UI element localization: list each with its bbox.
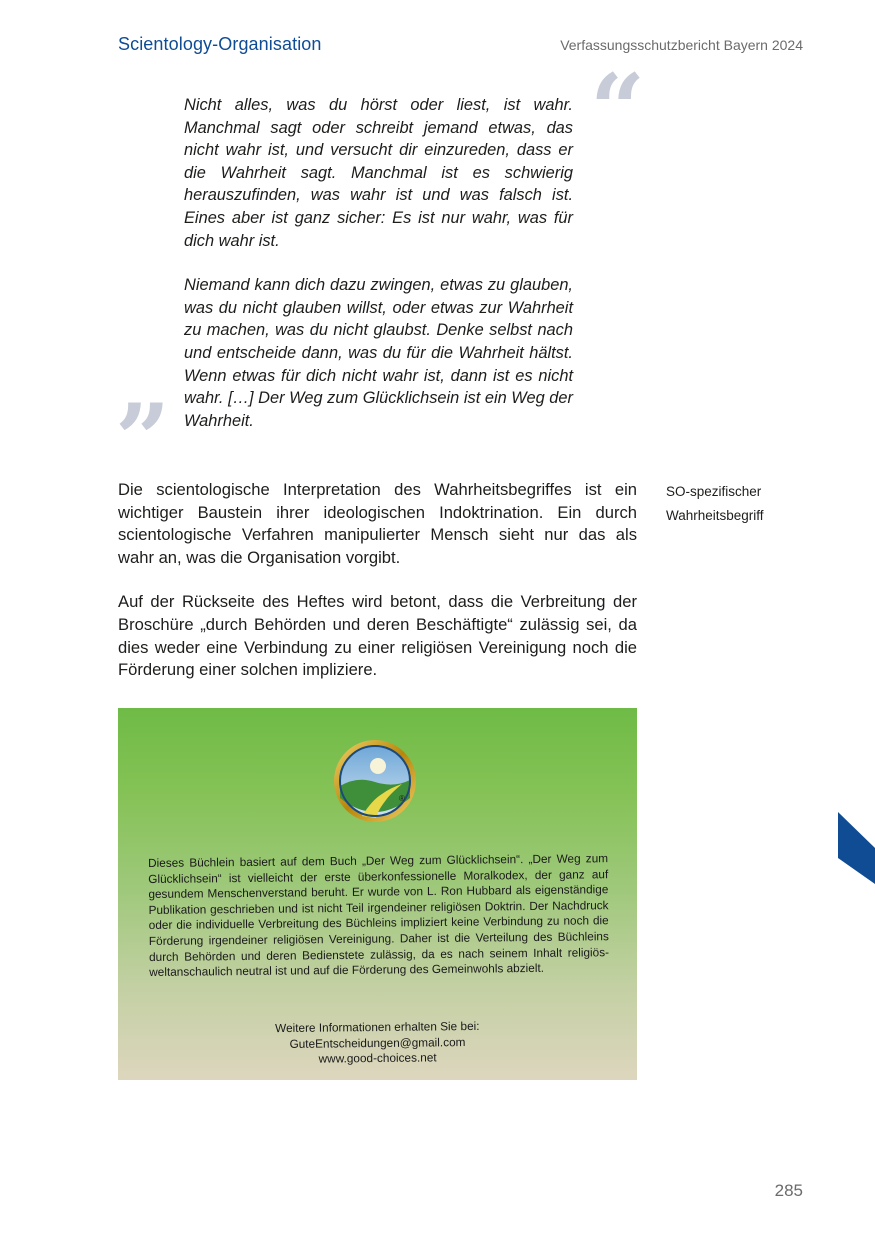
body-paragraph-2: Auf der Rückseite des Heftes wird betont, dass die Verbreitung der Broschüre „durch Behörden und deren Beschäftigte“ zulässig sei, da dies weder eine Verbindung zu einer religiösen Vereinigung noch die Förderung einer solchen impliziere.	[118, 592, 637, 680]
registered-mark: ®	[399, 794, 405, 803]
brochure-back-cover-image	[118, 708, 637, 1080]
way-to-happiness-logo-icon	[332, 738, 418, 824]
margin-note	[666, 480, 816, 528]
margin-note-line-1: SO-spezifischer	[666, 484, 762, 499]
contact-email: GuteEntscheidungen@gmail.com	[289, 1034, 466, 1051]
quote-paragraph-2: Niemand kann dich dazu zwingen, etwas zu glauben, was du nicht glauben willst, oder etwas zur Wahrheit zu machen, was du nicht glaubst. Denke selbst nach und entscheide dann, was du für die Wahrheit hältst. Wenn etwas für dich nicht wahr ist, dann ist es nicht wahr. […] Der Weg zum Glücklichsein ist ein Weg der Wahrheit.	[184, 276, 573, 430]
brochure-disclaimer-text: Dieses Büchlein basiert auf dem Buch „Der Weg zum Glücklichsein“. „Der Weg zum Glücklichsein“ ist vielleicht der erste überkonfessionelle Moralkodex, der ganz auf gesundem Menschenverstand beruht. Er wurde von L. Ron Hubbard als eigenständige Publikation geschrieben und ist nicht Teil irgendeiner religiösen Doktrin. Der Nachdruck oder die individuelle Verbreitung des Büchleins impliziert keine Verbindung zu noch die Förderung irgendeiner religiösen Vereinigung. Daher ist die Verteilung des Büchleins durch Behörden und deren Bedienstete zulässig, da es nach seinem Inhalt religiös-weltanschaulich neutral ist und auf die Förderung des Gemeinwohls abzielt.	[148, 851, 610, 980]
margin-note-line-2: Wahrheitsbegriff	[666, 508, 764, 523]
quote-block	[184, 94, 573, 454]
report-title: Verfassungsschutzbericht Bayern 2024	[560, 37, 803, 53]
quote-paragraph-1: Nicht alles, was du hörst oder liest, ist wahr. Manchmal sagt oder schreibt jemand etwas, das nicht wahr ist, und versucht dir einzureden, dass er die Wahrheit sagt. Manchmal ist es schwierig herauszufinden, was wahr ist und was falsch ist. Eines aber ist ganz sicher: Es ist nur wahr, was für dich wahr ist.	[184, 96, 573, 250]
body-text	[118, 479, 637, 704]
contact-heading: Weitere Informationen erhalten Sie bei:	[275, 1018, 480, 1036]
body-paragraph-1: Die scientologische Interpretation des Wahrheitsbegriffes ist ein wichtiger Baustein ihrer ideologischen Indoktrination. Ein durch scientologische Verfahren manipulierter Mensch sieht nur das als wahr an, was die Organisation vorgibt.	[118, 480, 637, 567]
closing-quote-mark: ”	[115, 383, 171, 496]
contact-website: www.good-choices.net	[318, 1050, 437, 1066]
brochure-contact-block	[118, 1017, 637, 1069]
page-number: 285	[774, 1181, 803, 1200]
chapter-thumb-tab-icon	[838, 812, 875, 884]
opening-quote-mark: “	[590, 53, 646, 166]
section-title: Scientology-Organisation	[118, 34, 322, 54]
